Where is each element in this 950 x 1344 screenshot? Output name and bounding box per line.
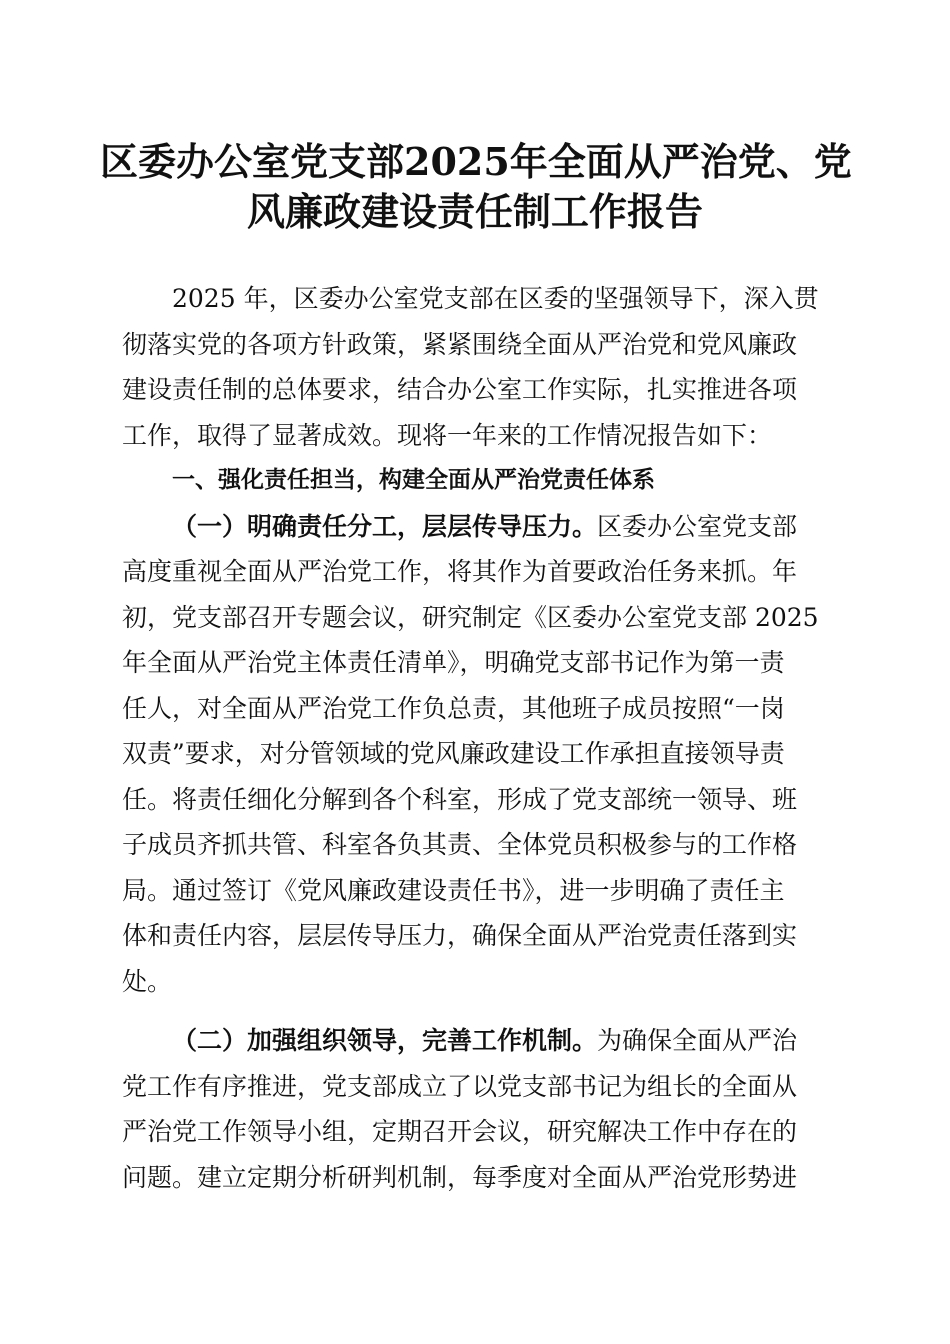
intro-line: 2025 年，区委办公室党支部在区委的坚强领导下，深入贯 xyxy=(172,284,819,313)
paragraph-first-line xyxy=(122,504,830,550)
intro-line: 彻落实党的各项方针政策，紧紧围绕全面从严治党和党风廉政 xyxy=(122,329,798,359)
document-title xyxy=(100,137,850,237)
title-line-1: 区委办公室党支部2025年全面从严治党、党 xyxy=(100,139,852,184)
paragraph-gap xyxy=(122,1004,830,1018)
paragraph-line: 问题。建立定期分析研判机制，每季度对全面从严治党形势进 xyxy=(122,1162,798,1192)
paragraph-line: 处。 xyxy=(122,966,173,996)
document-body xyxy=(122,276,830,1200)
paragraph-line: 任人，对全面从严治党工作负总责，其他班子成员按照“一岗 xyxy=(122,693,785,723)
paragraph-line: 年全面从严治党主体责任清单》，明确党支部书记作为第一责 xyxy=(122,648,785,677)
paragraph-line: 初，党支部召开专题会议，研究制定《区委办公室党支部 2025 xyxy=(122,602,819,632)
intro-line: 建设责任制的总体要求，结合办公室工作实际，扎实推进各项 xyxy=(122,375,798,404)
paragraph-lead: （一）明确责任分工，层层传导压力。 xyxy=(172,511,598,541)
paragraph-text: 区委办公室党支部 xyxy=(597,511,798,541)
paragraph-line: 局。通过签订《党风廉政建设责任书》，进一步明确了责任主 xyxy=(122,875,785,905)
paragraph-line: 任。将责任细化分解到各个科室，形成了党支部统一领导、班 xyxy=(122,784,798,814)
intro-line: 工作，取得了显著成效。现将一年来的工作情况报告如下： xyxy=(122,420,773,450)
paragraph-line: 双责”要求，对分管领域的党风廉政建设工作承担直接领导责 xyxy=(122,739,785,768)
title-line-2: 风廉政建设责任制工作报告 xyxy=(246,189,703,234)
paragraph-line: 高度重视全面从严治党工作，将其作为首要政治任务来抓。年 xyxy=(122,557,798,586)
paragraph-line: 子成员齐抓共管、科室各负其责、全体党员积极参与的工作格 xyxy=(122,830,798,859)
paragraph-line: 体和责任内容，层层传导压力，确保全面从严治党责任落到实 xyxy=(122,921,798,950)
paragraph-first-line xyxy=(122,1018,830,1064)
paragraph-line: 严治党工作领导小组，定期召开会议，研究解决工作中存在的 xyxy=(122,1117,798,1146)
paragraph-line: 党工作有序推进，党支部成立了以党支部书记为组长的全面从 xyxy=(122,1071,798,1101)
paragraph-lead: （二）加强组织领导，完善工作机制。 xyxy=(172,1026,598,1055)
paragraph-text: 为确保全面从严治 xyxy=(597,1026,798,1055)
section-heading: 一、强化责任担当，构建全面从严治党责任体系 xyxy=(172,467,655,493)
